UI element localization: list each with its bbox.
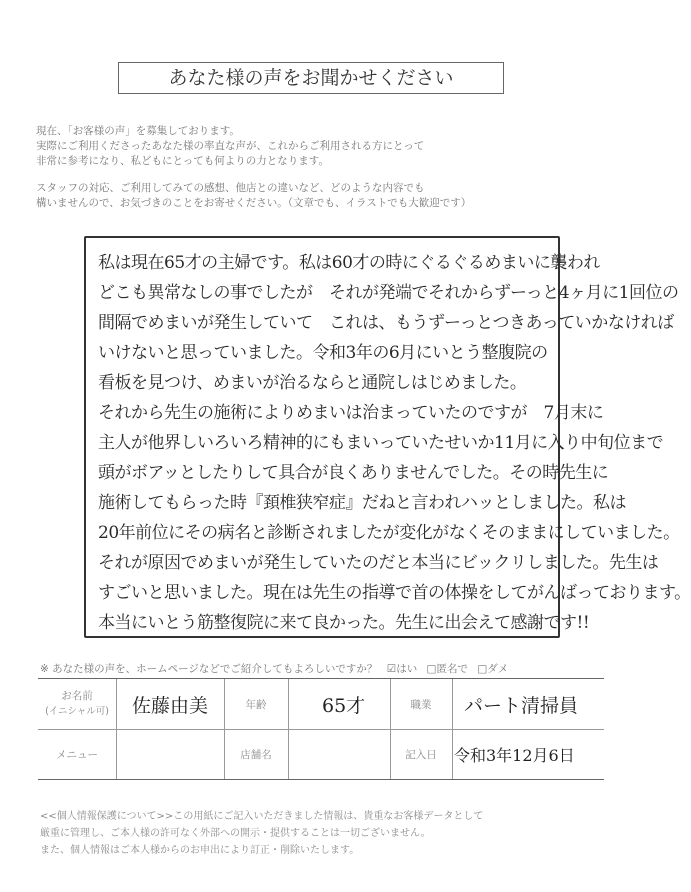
testimonial-box xyxy=(84,236,691,638)
date-label: 記入日 xyxy=(405,749,437,761)
privacy-line: また、個人情報はご本人様からのお申出により訂正・削除いたします。 xyxy=(40,845,360,856)
testimonial-line: 20年前位にその病名と診断されましたが変化がなくそのままにしていました。 xyxy=(98,523,680,543)
testimonial-line: 私は現在65才の主婦です。私は60才の時にぐるぐるめまいに襲われ xyxy=(98,253,600,273)
testimonial-line: すごいと思いました。現在は先生の指導で首の体操をしてがんばっております。 xyxy=(98,583,691,603)
testimonial-line: それが原因でめまいが発生していたのだと本当にビックリしました。先生は xyxy=(98,553,659,573)
privacy-line: 厳重に管理し、ご本人様の許可なく外部への開示・提供することは一切ございません。 xyxy=(40,828,431,839)
name-label: お名前 (イニシャル可) xyxy=(45,690,109,717)
testimonial-line: 本当にいとう筋整復院に来て良かった。先生に出会えて感謝です!! xyxy=(98,613,590,633)
testimonial-line: どこも異常なしの事でしたが それが発端でそれからずーっと4ヶ月に1回位の xyxy=(98,283,679,303)
consent-option-no[interactable]: □ダメ xyxy=(477,663,509,675)
consent-question xyxy=(40,661,610,676)
testimonial-line: 主人が他界しいろいろ精神的にもまいっていたせいか11月に入り中旬位まで xyxy=(98,433,664,453)
intro-text xyxy=(36,124,606,211)
staff-label: 店舗名 xyxy=(240,749,272,761)
privacy-notice xyxy=(40,808,610,859)
job-value: パート清掃員 xyxy=(464,695,579,717)
testimonial-line: 頭がボアッとしたりして具合が良くありませんでした。その時先生に xyxy=(98,463,609,483)
age-value: 65才 xyxy=(322,695,366,717)
name-value: 佐藤由美 xyxy=(132,695,209,717)
age-label: 年齢 xyxy=(245,699,267,711)
job-label: 職業 xyxy=(410,699,432,711)
testimonial-line: 施術してもらった時『頚椎狭窄症』だねと言われハッとしました。私は xyxy=(98,493,626,513)
consent-text: ※ あなた様の声を、ホームページなどでご紹介してもよろしいですか？ xyxy=(40,663,378,675)
intro-line: 現在、「お客様の声」を募集しております。 xyxy=(36,125,240,137)
consent-option-anonymous[interactable]: □匿名で xyxy=(426,663,468,675)
date-value: 令和3年12月6日 xyxy=(454,746,575,765)
menu-label: メニュー xyxy=(56,749,98,761)
intro-line: 構いませんので、お気づきのことをお寄せください。（文章でも、イラストでも大歓迎です） xyxy=(36,197,472,209)
consent-option-yes[interactable]: ☑はい xyxy=(386,663,418,675)
intro-line: 実際にご利用くださったあなた様の率直な声が、これからご利用される方にとって xyxy=(36,140,425,152)
testimonial-line: 看板を見つけ、めまいが治るならと通院しはじめました。 xyxy=(98,373,527,393)
info-form xyxy=(38,678,604,780)
testimonial-line: 間隔でめまいが発生していて これは、もうずーっとつきあっていかなければ xyxy=(98,313,674,333)
testimonial-line: いけないと思っていました。令和3年の6月にいとう整腹院の xyxy=(98,343,548,363)
testimonial-line: それから先生の施術によりめまいは治まっていたのですが 7月末に xyxy=(98,403,604,423)
intro-line: スタッフの対応、ご利用してみての感想、他店との違いなど、どのような内容でも xyxy=(36,182,425,194)
intro-line: 非常に参考になり、私どもにとっても何よりの力となります。 xyxy=(36,155,329,167)
privacy-line: <<個人情報保護について>>この用紙にご記入いただきました情報は、貴重なお客様データとして xyxy=(40,811,484,822)
page-title: あなた様の声をお聞かせください xyxy=(118,62,504,94)
